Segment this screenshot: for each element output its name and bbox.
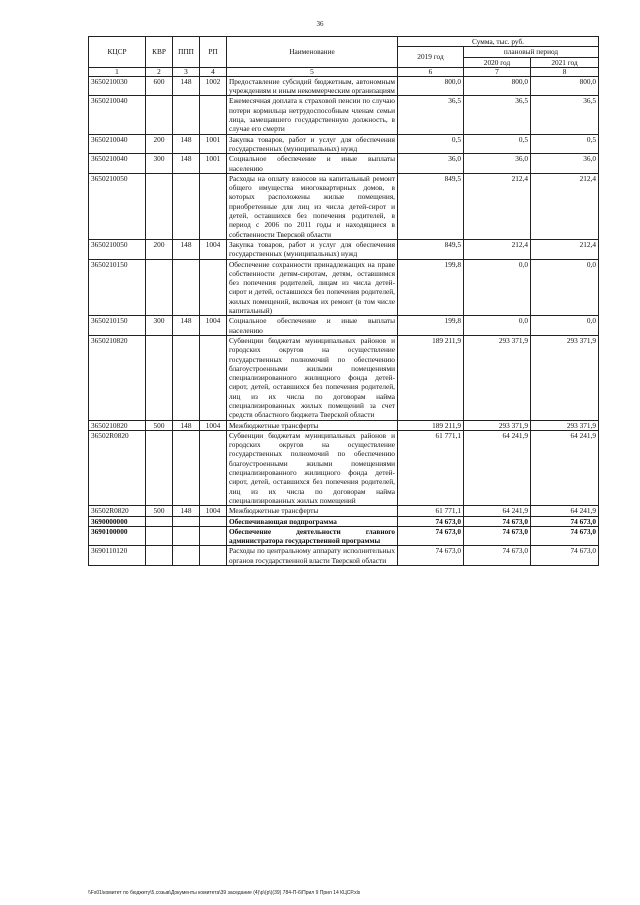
value-2020-cell: 293 371,9 <box>464 335 531 420</box>
table-row <box>89 506 599 516</box>
ppp-cell <box>173 259 200 316</box>
name-cell: Обеспечение деятельности главного администратора государственной программы <box>227 526 398 546</box>
rp-cell <box>200 546 227 566</box>
ppp-cell <box>173 430 200 505</box>
index-row <box>89 67 599 76</box>
rp-cell: 1004 <box>200 316 227 336</box>
kcsr-cell: 36502R0820 <box>89 506 146 516</box>
header-ppp: ППП <box>173 37 200 68</box>
ppp-cell <box>173 335 200 420</box>
kvr-cell <box>146 259 173 316</box>
rp-cell <box>200 516 227 526</box>
rp-cell <box>200 430 227 505</box>
kcsr-cell: 3650210150 <box>89 316 146 336</box>
rp-cell: 1001 <box>200 134 227 154</box>
value-2019-cell: 199,8 <box>398 259 464 316</box>
value-2020-cell: 74 673,0 <box>464 546 531 566</box>
kvr-cell <box>146 335 173 420</box>
header-2020: 2020 год <box>464 57 531 67</box>
rp-cell <box>200 526 227 546</box>
value-2020-cell: 0,0 <box>464 316 531 336</box>
value-2020-cell: 800,0 <box>464 76 531 96</box>
file-path-footer: \\Fs01\комитет по бюджету\5.созыв\Документы комитета\39 заседание (4)\р\(р\)(39) 784-П-6\Прил 9 Прил 14 КЦСР.xls <box>88 890 361 896</box>
index-cell: 1 <box>89 67 146 76</box>
value-2019-cell: 800,0 <box>398 76 464 96</box>
kcsr-cell: 3650210150 <box>89 259 146 316</box>
name-cell: Закупка товаров, работ и услуг для обеспечения государственных (муниципальных) нужд <box>227 134 398 154</box>
name-cell: Расходы по центральному аппарату исполнительных органов государственной власти Тверской области <box>227 546 398 566</box>
table-row <box>89 516 599 526</box>
ppp-cell: 148 <box>173 134 200 154</box>
name-cell: Закупка товаров, работ и услуг для обеспечения государственных (муниципальных) нужд <box>227 239 398 259</box>
kvr-cell: 500 <box>146 420 173 430</box>
rp-cell: 1004 <box>200 239 227 259</box>
header-kvr: КВР <box>146 37 173 68</box>
rp-cell <box>200 259 227 316</box>
name-cell: Межбюджетные трансферты <box>227 420 398 430</box>
value-2020-cell: 293 371,9 <box>464 420 531 430</box>
value-2021-cell: 0,0 <box>531 259 599 316</box>
table-row <box>89 335 599 420</box>
value-2021-cell: 0,5 <box>531 134 599 154</box>
name-cell: Расходы на оплату взносов на капитальный ремонт общего имущества многоквартирных домов, в которых расположены жилые помещения, приобретенные для лиц из числа детей-сирот и детей, оставшихся без попечения родителей, в период с 2006 по 2011 годы и находящиеся в собственности Тверской области <box>227 173 398 239</box>
kvr-cell <box>146 526 173 546</box>
kvr-cell <box>146 546 173 566</box>
ppp-cell: 148 <box>173 154 200 174</box>
header-sum: Сумма, тыс. руб. <box>398 37 599 47</box>
kvr-cell <box>146 430 173 505</box>
value-2019-cell: 0,5 <box>398 134 464 154</box>
index-cell: 3 <box>173 67 200 76</box>
value-2019-cell: 849,5 <box>398 173 464 239</box>
value-2019-cell: 849,5 <box>398 239 464 259</box>
value-2019-cell: 189 211,9 <box>398 420 464 430</box>
rp-cell: 1004 <box>200 420 227 430</box>
value-2020-cell: 212,4 <box>464 239 531 259</box>
value-2021-cell: 64 241,9 <box>531 506 599 516</box>
header-2021: 2021 год <box>531 57 599 67</box>
value-2020-cell: 74 673,0 <box>464 526 531 546</box>
value-2019-cell: 74 673,0 <box>398 526 464 546</box>
kvr-cell: 600 <box>146 76 173 96</box>
value-2021-cell: 212,4 <box>531 239 599 259</box>
ppp-cell <box>173 546 200 566</box>
table-row <box>89 239 599 259</box>
rp-cell: 1002 <box>200 76 227 96</box>
name-cell: Обеспечивающая подпрограмма <box>227 516 398 526</box>
kvr-cell: 200 <box>146 239 173 259</box>
value-2021-cell: 74 673,0 <box>531 516 599 526</box>
value-2019-cell: 36,5 <box>398 96 464 134</box>
kcsr-cell: 3650210040 <box>89 134 146 154</box>
rp-cell <box>200 96 227 134</box>
name-cell: Субвенции бюджетам муниципальных районов и городских округов на осуществление государственных полномочий по обеспечению благоустроенными жилыми помещениями специализированного жилищного фонда детей-сирот, детей, оставшихся без попечения родителей, лиц из их числа по договорам найма специализированных жилых помещений <box>227 430 398 505</box>
kcsr-cell: 3650210050 <box>89 173 146 239</box>
rp-cell: 1004 <box>200 506 227 516</box>
table-row <box>89 546 599 566</box>
value-2021-cell: 0,0 <box>531 316 599 336</box>
header-2019: 2019 год <box>398 47 464 68</box>
header-rp: РП <box>200 37 227 68</box>
ppp-cell: 148 <box>173 506 200 516</box>
kcsr-cell: 3650210040 <box>89 96 146 134</box>
ppp-cell <box>173 173 200 239</box>
rp-cell <box>200 335 227 420</box>
ppp-cell: 148 <box>173 420 200 430</box>
table-row <box>89 526 599 546</box>
table-row <box>89 259 599 316</box>
kcsr-cell: 3650210040 <box>89 154 146 174</box>
kcsr-cell: 3650210050 <box>89 239 146 259</box>
kcsr-cell: 3690100000 <box>89 526 146 546</box>
table-row <box>89 420 599 430</box>
name-cell: Предоставление субсидий бюджетным, автономным учреждениям и иным некоммерческим организациям <box>227 76 398 96</box>
table-row <box>89 173 599 239</box>
value-2019-cell: 61 771,1 <box>398 430 464 505</box>
name-cell: Межбюджетные трансферты <box>227 506 398 516</box>
value-2021-cell: 36,0 <box>531 154 599 174</box>
kvr-cell: 300 <box>146 154 173 174</box>
name-cell: Ежемесячная доплата к страховой пенсии по случаю потери кормильца нетрудоспособным членам семьи лица, замещавшего государственную должность, в случае его смерти <box>227 96 398 134</box>
ppp-cell <box>173 516 200 526</box>
value-2020-cell: 0,5 <box>464 134 531 154</box>
kcsr-cell: 3690110120 <box>89 546 146 566</box>
name-cell: Социальное обеспечение и иные выплаты населению <box>227 316 398 336</box>
value-2021-cell: 293 371,9 <box>531 420 599 430</box>
value-2021-cell: 74 673,0 <box>531 546 599 566</box>
name-cell: Социальное обеспечение и иные выплаты населению <box>227 154 398 174</box>
budget-table <box>88 36 599 566</box>
page-number: 36 <box>316 20 324 28</box>
header-planned: плановый период <box>464 47 599 57</box>
value-2019-cell: 74 673,0 <box>398 516 464 526</box>
kvr-cell: 200 <box>146 134 173 154</box>
kcsr-cell: 3650210030 <box>89 76 146 96</box>
index-cell: 6 <box>398 67 464 76</box>
table-row <box>89 96 599 134</box>
value-2021-cell: 800,0 <box>531 76 599 96</box>
value-2020-cell: 212,4 <box>464 173 531 239</box>
name-cell: Обеспечение сохранности принадлежащих на праве собственности детям-сиротам, детям, оставшимся без попечения родителей, лицам из числа детей-сирот и детей, оставшихся без попечения родителей, жилых помещений, включая их ремонт (в том числе капитальный) <box>227 259 398 316</box>
value-2019-cell: 61 771,1 <box>398 506 464 516</box>
value-2019-cell: 36,0 <box>398 154 464 174</box>
value-2019-cell: 74 673,0 <box>398 546 464 566</box>
ppp-cell <box>173 96 200 134</box>
value-2021-cell: 212,4 <box>531 173 599 239</box>
value-2021-cell: 64 241,9 <box>531 430 599 505</box>
value-2020-cell: 36,5 <box>464 96 531 134</box>
kcsr-cell: 3690000000 <box>89 516 146 526</box>
rp-cell <box>200 173 227 239</box>
kvr-cell <box>146 173 173 239</box>
index-cell: 2 <box>146 67 173 76</box>
value-2021-cell: 36,5 <box>531 96 599 134</box>
value-2020-cell: 74 673,0 <box>464 516 531 526</box>
kcsr-cell: 36502R0820 <box>89 430 146 505</box>
kvr-cell: 500 <box>146 506 173 516</box>
value-2020-cell: 0,0 <box>464 259 531 316</box>
kvr-cell <box>146 96 173 134</box>
ppp-cell: 148 <box>173 239 200 259</box>
value-2020-cell: 36,0 <box>464 154 531 174</box>
table-row <box>89 154 599 174</box>
kcsr-cell: 3650210820 <box>89 420 146 430</box>
index-cell: 5 <box>227 67 398 76</box>
table-row <box>89 134 599 154</box>
value-2019-cell: 189 211,9 <box>398 335 464 420</box>
kvr-cell: 300 <box>146 316 173 336</box>
kcsr-cell: 3650210820 <box>89 335 146 420</box>
table-row <box>89 430 599 505</box>
ppp-cell: 148 <box>173 76 200 96</box>
index-cell: 7 <box>464 67 531 76</box>
header-kcsr: КЦСР <box>89 37 146 68</box>
index-cell: 8 <box>531 67 599 76</box>
value-2020-cell: 64 241,9 <box>464 506 531 516</box>
table-row <box>89 316 599 336</box>
kvr-cell <box>146 516 173 526</box>
value-2021-cell: 293 371,9 <box>531 335 599 420</box>
rp-cell: 1001 <box>200 154 227 174</box>
header-name: Наименование <box>227 37 398 68</box>
value-2020-cell: 64 241,9 <box>464 430 531 505</box>
value-2021-cell: 74 673,0 <box>531 526 599 546</box>
table-row <box>89 76 599 96</box>
index-cell: 4 <box>200 67 227 76</box>
ppp-cell: 148 <box>173 316 200 336</box>
ppp-cell <box>173 526 200 546</box>
name-cell: Субвенции бюджетам муниципальных районов и городских округов на осуществление государственных полномочий по обеспечению благоустроенными жилыми помещениями специализированного жилищного фонда детей-сирот, детей, оставшихся без попечения родителей, лиц из их числа по договорам найма специализированных жилых помещений за счет средств областного бюджета Тверской области <box>227 335 398 420</box>
value-2019-cell: 199,8 <box>398 316 464 336</box>
